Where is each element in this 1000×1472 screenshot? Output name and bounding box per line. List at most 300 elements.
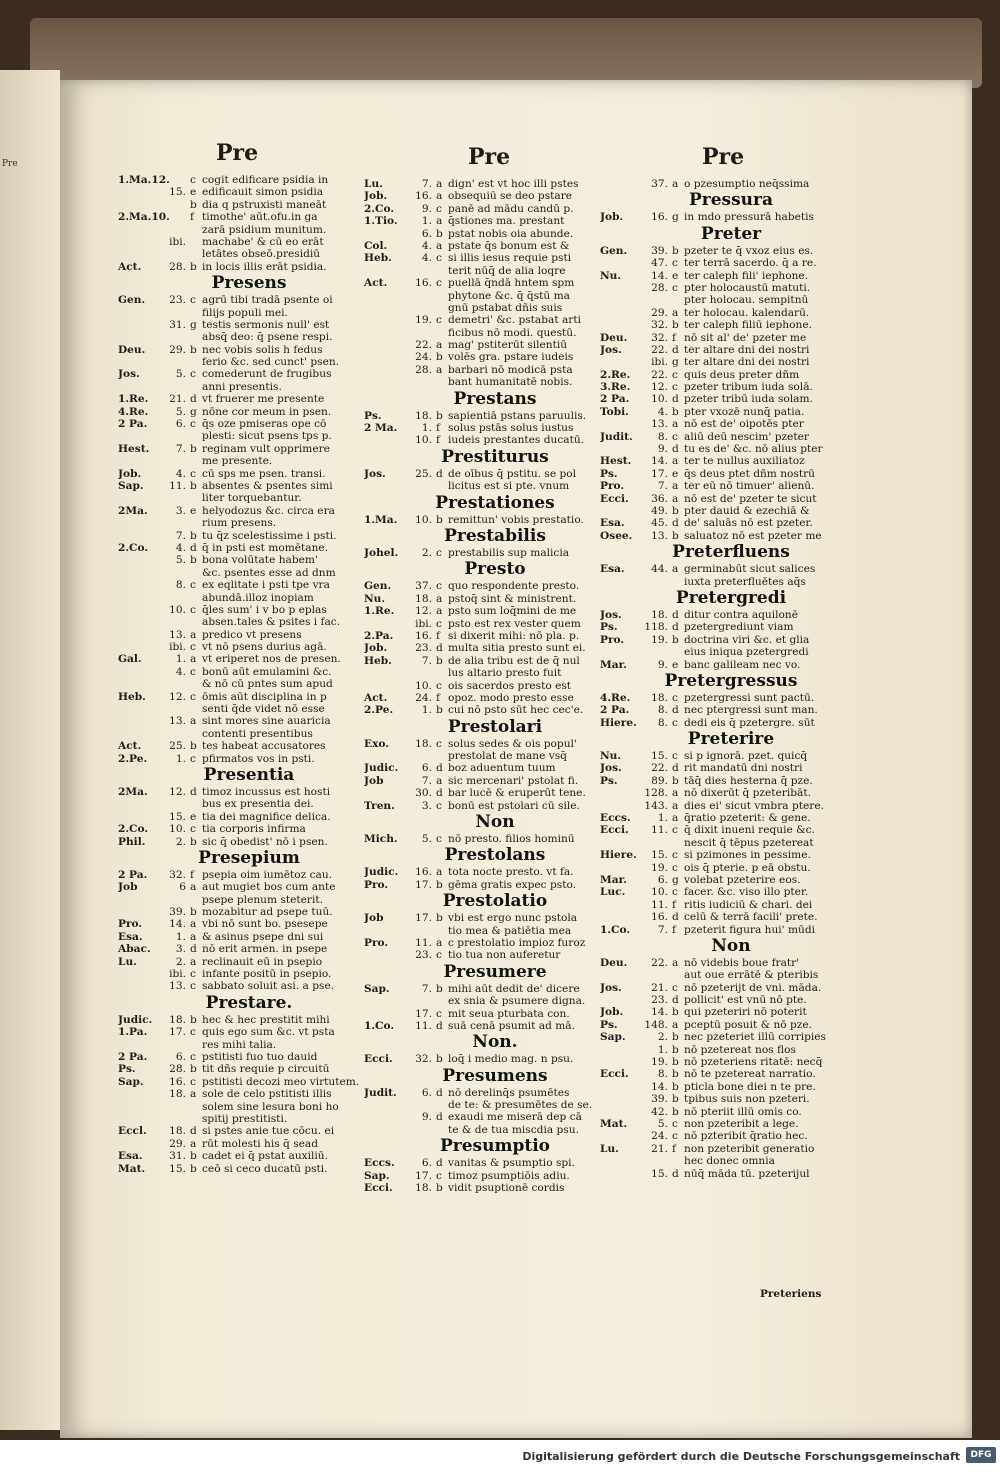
section-letter: e (672, 467, 679, 480)
chapter-number: 16. (415, 190, 432, 203)
entry-text: tia corporis infirma (202, 823, 306, 836)
chapter-number: 5. (421, 833, 432, 846)
book-reference: 2 Pa. (600, 393, 630, 406)
section-letter: c (190, 603, 196, 616)
book-reference: Mich. (364, 833, 398, 846)
section-letter: b (672, 774, 679, 787)
section-letter: b (672, 529, 679, 542)
entry-text: nō derelinq̄s psumētes (448, 1086, 570, 1099)
chapter-number: 1. (175, 653, 186, 666)
index-entry (118, 211, 380, 223)
book-reference: Gen. (118, 294, 146, 307)
section-letter: a (672, 455, 679, 468)
entry-text: pstoq̄ sint & ministrent. (448, 592, 577, 605)
section-letter: a (672, 178, 679, 190)
chapter-number: 3. (175, 943, 186, 956)
entry-text: ter altare dni dei nostri (684, 343, 810, 356)
index-entry (600, 1106, 862, 1118)
index-entry (364, 1182, 626, 1194)
entry-text: nō videbis boue fratr' (684, 956, 800, 969)
index-entry (600, 406, 862, 418)
book-reference: Phil. (118, 835, 146, 848)
index-entry (118, 894, 380, 906)
chapter-number: 39. (651, 244, 668, 257)
entry-text: exaudi me miserā dep cā (448, 1111, 582, 1124)
entry-text: nō pzetereat nos flos (684, 1043, 796, 1056)
book-reference: Ps. (600, 467, 618, 480)
index-entry (118, 393, 380, 405)
catchword: Preteriens (760, 1288, 822, 1300)
chapter-number: 6 (179, 881, 186, 894)
index-entry (600, 381, 862, 393)
headword: Non (475, 812, 515, 833)
index-entry (118, 406, 380, 418)
book-reference: Job. (364, 642, 388, 655)
entry-text: infante positū in psepio. (202, 968, 332, 981)
chapter-number: 5. (175, 368, 186, 381)
headword: Presentia (203, 764, 295, 785)
book-reference: 3.Re. (600, 381, 631, 394)
chapter-number: 29. (651, 306, 668, 319)
headword: Prestolari (447, 716, 543, 737)
headword: Presumere (443, 961, 547, 982)
entry-text: doctrina viri &c. et glia (684, 633, 810, 646)
index-entry (600, 178, 862, 190)
entry-text: gnū pstabat dñis suis (448, 301, 563, 314)
index-entry (364, 925, 626, 937)
book-reference: Pro. (364, 878, 389, 891)
book-reference: Esa. (600, 517, 625, 530)
entry-text: pter holocaustū matuti. (684, 281, 811, 294)
chapter-number: 31. (169, 1150, 186, 1163)
chapter-number: 16. (651, 911, 668, 924)
book-reference: Sap. (118, 479, 144, 492)
entry-text: rium presens. (202, 517, 277, 530)
book-reference: Ecci. (364, 1182, 393, 1195)
chapter-number: 1. (421, 704, 432, 717)
section-letter: d (672, 704, 679, 717)
entry-text: mag' pstiterūt silentiū (448, 339, 568, 352)
entry-text: pzeter tribum iuda solā. (684, 381, 813, 394)
index-entry (118, 641, 380, 653)
headword: Prestolans (444, 845, 546, 866)
book-reference: Deu. (118, 343, 146, 356)
section-letter: c (190, 579, 196, 592)
index-entry (118, 468, 380, 480)
entry-text: ter caleph fili' iephone. (684, 269, 809, 282)
book-reference: Pro. (364, 936, 389, 949)
book-reference: 1.Pa. (118, 1026, 148, 1039)
headword: Pretergressus (664, 670, 798, 691)
entry-text: banc galileam nec vo. (684, 658, 801, 671)
index-entry (118, 381, 380, 393)
book-reference: Ps. (600, 774, 618, 787)
index-entry (600, 1031, 862, 1043)
book-reference: Esa. (118, 1150, 143, 1163)
index-entry (364, 1099, 626, 1111)
entry-text: iuxta preterfluētes aq̄s (684, 575, 806, 588)
entry-text: volēs gra. pstare iudeis (448, 351, 574, 364)
entry-text: q̄ratio pzeterit: & gene. (684, 812, 811, 825)
index-entry (600, 282, 862, 294)
section-letter: a (672, 787, 679, 800)
index-entry (364, 655, 626, 667)
index-entry (364, 1124, 626, 1136)
entry-text: licitus est si pte. vnum (448, 480, 570, 493)
entry-text: ex eqlitate i psti tpe vra (202, 579, 330, 592)
index-entry (600, 1006, 862, 1018)
entry-text: lus altario presto fuit (448, 667, 562, 680)
chapter-number: 12. (169, 785, 186, 798)
chapter-number: 18. (651, 691, 668, 704)
entry-text: spitij prestitisti. (202, 1112, 288, 1125)
book-reference: Heb. (118, 690, 146, 703)
index-entry (364, 376, 626, 388)
chapter-number: ibi. (169, 235, 186, 248)
book-reference: Esa. (600, 563, 625, 576)
index-entry (364, 290, 626, 302)
index-entry (600, 874, 862, 886)
index-entry (600, 468, 862, 480)
section-letter: b (436, 654, 443, 667)
headword: Pretergredi (675, 587, 787, 608)
chapter-number: 11. (651, 824, 668, 837)
book-reference: 1.Ma.12. (118, 174, 170, 186)
index-entry (600, 270, 862, 282)
section-letter: b (190, 198, 197, 211)
entry-text: nō presto. filios hominū (448, 833, 575, 846)
chapter-number: 6. (657, 873, 668, 886)
index-entry (600, 621, 862, 633)
book-reference: 2Ma. (118, 504, 148, 517)
index-entry (118, 261, 380, 273)
entry-text: te & de tua miscdia psu. (448, 1123, 579, 1136)
index-entry (600, 443, 862, 455)
chapter-number: 6. (421, 1157, 432, 1170)
section-letter: f (672, 898, 676, 911)
section-letter: c (672, 381, 678, 394)
headword: Non (711, 935, 751, 956)
index-entry (364, 1157, 626, 1169)
index-entry (600, 563, 862, 575)
book-reference: 2 Pa. (118, 868, 148, 881)
entry-text: q̄ in psti est momētane. (202, 541, 329, 554)
column-header-3: Pre (702, 144, 745, 170)
book-reference: Act. (364, 277, 388, 290)
index-entry (600, 1068, 862, 1080)
section-letter: b (672, 1031, 679, 1044)
book-reference: Judic. (364, 762, 399, 775)
index-entry (118, 418, 380, 430)
index-entry (118, 517, 380, 529)
section-letter: b (436, 409, 443, 422)
entry-text: aliū deū nescim' pzeter (684, 430, 809, 443)
chapter-number: 15. (651, 849, 668, 862)
headword: Presumens (442, 1065, 548, 1086)
section-letter: f (436, 691, 440, 704)
section-letter: e (672, 269, 679, 282)
chapter-number: 18. (169, 1088, 186, 1101)
chapter-number: 30. (415, 787, 432, 800)
entry-text: phytone &c. q̄ q̄stū ma (448, 289, 570, 302)
entry-text: ter terrā sacerdo. q̄ a re. (684, 257, 817, 270)
entry-text: multa sitia presto sunt ei. (448, 642, 586, 655)
chapter-number: 17. (415, 912, 432, 925)
index-entry (118, 786, 380, 798)
index-entry (364, 738, 626, 750)
entry-text: edificauit simon psidia (202, 186, 324, 199)
entry-text: pter vxozē nunq̄ patia. (684, 405, 805, 418)
chapter-number: 1. (421, 422, 432, 435)
index-entry (600, 704, 862, 716)
section-letter: a (672, 563, 679, 576)
index-entry (600, 517, 862, 529)
section-letter: a (436, 190, 443, 203)
chapter-number: 15. (651, 750, 668, 763)
entry-text: celū & terrā facili' prete. (684, 911, 818, 924)
chapter-number: 22. (651, 956, 668, 969)
chapter-number: 24. (651, 1130, 668, 1143)
entry-text: pstitisti decozi meo virtutem. (202, 1075, 360, 1088)
chapter-number: 7. (657, 923, 668, 936)
index-entry (364, 580, 626, 592)
entry-text: remittun' vobis prestatio. (448, 513, 584, 526)
book-reference: Lu. (364, 178, 383, 190)
index-entry (118, 1026, 380, 1038)
entry-text: in locis illis erāt psidia. (202, 260, 327, 273)
section-letter: d (672, 517, 679, 530)
chapter-number: 1. (421, 215, 432, 228)
section-letter: c (436, 679, 442, 692)
book-reference: Jos. (364, 467, 386, 480)
index-entry (600, 800, 862, 812)
section-letter: c (436, 202, 442, 215)
book-reference: 2 Pa. (118, 418, 148, 431)
chapter-number: 3. (421, 799, 432, 812)
entry-text: res mihi talia. (202, 1038, 277, 1051)
index-entry (118, 968, 380, 980)
index-entry (118, 1150, 380, 1162)
chapter-number: 32. (651, 331, 668, 344)
chapter-number: 15. (169, 186, 186, 199)
section-letter: b (672, 1080, 679, 1093)
entry-text: & nō cū pntes sum apud (202, 678, 333, 691)
chapter-number: 8. (657, 430, 668, 443)
index-entry (118, 653, 380, 665)
chapter-number: 37. (415, 580, 432, 593)
book-reference: Act. (118, 260, 142, 273)
index-entry (118, 579, 380, 591)
section-letter: b (190, 1013, 197, 1026)
index-entry (364, 314, 626, 326)
entry-text: comederunt de frugibus (202, 368, 332, 381)
chapter-number: 18. (415, 737, 432, 750)
section-letter: b (672, 633, 679, 646)
index-entry (600, 1056, 862, 1068)
chapter-number: 14. (651, 1006, 668, 1019)
section-letter: a (436, 605, 443, 618)
chapter-number: 10. (651, 393, 668, 406)
book-reference: Osee. (600, 529, 633, 542)
entry-text: solem sine lesura boni ho (202, 1100, 339, 1113)
index-entry (364, 228, 626, 240)
chapter-number: 28. (169, 260, 186, 273)
section-letter: c (190, 1075, 196, 1088)
index-entry (364, 1170, 626, 1182)
book-reference: Ecci. (600, 824, 629, 837)
section-letter: c (672, 981, 678, 994)
chapter-number: 10. (415, 434, 432, 447)
index-entry (118, 836, 380, 848)
section-letter: d (672, 393, 679, 406)
book-reference: Ps. (364, 409, 382, 422)
chapter-number: 13. (169, 980, 186, 993)
index-entry (118, 980, 380, 992)
entry-text: ter te nullus auxiliatoz (684, 455, 805, 468)
entry-text: tes habeat accusatores (202, 740, 326, 753)
chapter-number: 21. (651, 1142, 668, 1155)
section-letter: f (672, 1142, 676, 1155)
chapter-number: 44. (651, 563, 668, 576)
entry-text: absq̄ deo: q̄ psene respi. (202, 331, 333, 344)
book-reference: Jos. (600, 762, 622, 775)
index-entry (600, 1143, 862, 1155)
chapter-number: 22. (651, 343, 668, 356)
entry-text: ois q̄ pterie. p eā obstu. (684, 861, 811, 874)
section-letter: b (672, 1043, 679, 1056)
entry-text: q̄s deus ptet dñm nostrū (684, 467, 815, 480)
index-entry (364, 937, 626, 949)
index-entry (600, 886, 862, 898)
chapter-number: 16. (415, 629, 432, 642)
section-letter: c (672, 691, 678, 704)
index-entry (364, 667, 626, 679)
entry-text: bar lucē & eruperūt tene. (448, 787, 586, 800)
chapter-number: 18. (169, 1013, 186, 1026)
section-letter: a (190, 1137, 197, 1150)
book-reference: Job. (600, 211, 624, 224)
entry-text: pstate q̄s bonum est & (448, 239, 570, 252)
entry-text: cadet ei q̄ pstat auxiliū. (202, 1150, 328, 1163)
section-letter: c (672, 750, 678, 763)
section-letter: c (436, 737, 442, 750)
section-letter: c (190, 418, 196, 431)
index-entry (364, 265, 626, 277)
entry-text: nō pzeterijt de vni. māda. (684, 981, 822, 994)
section-letter: f (436, 629, 440, 642)
entry-text: sic q̄ obedist' nō i psen. (202, 835, 328, 848)
column-header-2: Pre (468, 144, 511, 170)
chapter-number: 13. (169, 628, 186, 641)
book-reference: Mar. (600, 658, 627, 671)
section-letter: c (190, 368, 196, 381)
index-entry (600, 576, 862, 588)
section-letter: d (436, 642, 443, 655)
index-entry (600, 1118, 862, 1130)
index-entry (600, 982, 862, 994)
section-letter: b (190, 906, 197, 919)
section-letter: b (672, 405, 679, 418)
entry-text: mozabitur ad psepe tuū. (202, 906, 333, 919)
entry-text: ditur contra aquilonē (684, 608, 798, 621)
index-entry (364, 833, 626, 845)
index-entry (364, 339, 626, 351)
section-letter: c (190, 752, 196, 765)
index-entry (364, 787, 626, 799)
index-entry (600, 659, 862, 671)
headword: Prestolatio (442, 891, 548, 912)
entry-text: vt eriperet nos de presen. (202, 653, 341, 666)
entry-text: vidit psuptionē cordis (448, 1182, 565, 1195)
index-entry (600, 762, 862, 774)
chapter-number: 15. (169, 1162, 186, 1175)
chapter-number: ibi. (169, 641, 186, 654)
book-reference: Mat. (118, 1162, 146, 1175)
entry-text: nō te pzetereat narratio. (684, 1068, 816, 1081)
index-entry (118, 294, 380, 306)
chapter-number: 10. (415, 513, 432, 526)
book-reference: Hest. (118, 442, 150, 455)
entry-text: agrū tibi tradā psente oi (202, 294, 333, 307)
index-entry (118, 319, 380, 331)
index-entry (118, 703, 380, 715)
book-reference: Hest. (600, 455, 632, 468)
section-letter: b (190, 835, 197, 848)
chapter-number: 7. (175, 442, 186, 455)
index-entry (364, 1087, 626, 1099)
entry-text: dia q pstruxisti maneāt (202, 198, 327, 211)
index-entry (364, 480, 626, 492)
section-letter: b (436, 227, 443, 240)
book-reference: Lu. (118, 955, 137, 968)
entry-text: ter altare dni dei nostri (684, 356, 810, 369)
index-entry (600, 899, 862, 911)
index-entry (118, 1113, 380, 1125)
book-reference: Johel. (364, 546, 399, 559)
index-entry (600, 837, 862, 849)
entry-text: timoz incussus est hosti (202, 785, 331, 798)
chapter-number: 8. (657, 1068, 668, 1081)
chapter-number: 25. (169, 740, 186, 753)
index-entry (600, 1019, 862, 1031)
book-reference: Heb. (364, 654, 392, 667)
book-reference: 2Ma. (118, 785, 148, 798)
index-entry (364, 618, 626, 630)
book-reference: 2 Pa. (600, 704, 630, 717)
headword: Presepium (198, 847, 300, 868)
entry-text: solus sedes & ois popul' (448, 737, 577, 750)
chapter-number: 39. (651, 1093, 668, 1106)
book-reference: Jos. (600, 608, 622, 621)
index-entry (364, 277, 626, 289)
index-entry (364, 178, 626, 190)
chapter-number: ibi. (651, 356, 668, 369)
section-letter: c (672, 861, 678, 874)
section-letter: c (190, 823, 196, 836)
section-letter: d (672, 911, 679, 924)
section-letter: f (190, 211, 194, 224)
entry-text: iudeis prestantes ducatū. (448, 434, 585, 447)
book-reference: Sap. (364, 1169, 390, 1182)
entry-text: tota nocte presto. vt fa. (448, 866, 574, 879)
chapter-number: 17. (415, 878, 432, 891)
entry-text: terit nūq̄ de alia loqre (448, 264, 566, 277)
chapter-number: 11. (651, 898, 668, 911)
entry-text: de alia tribu est de q̄ nul (448, 654, 580, 667)
index-entry (600, 480, 862, 492)
book-reference: 2.Co. (364, 202, 395, 215)
chapter-number: 47. (651, 257, 668, 270)
